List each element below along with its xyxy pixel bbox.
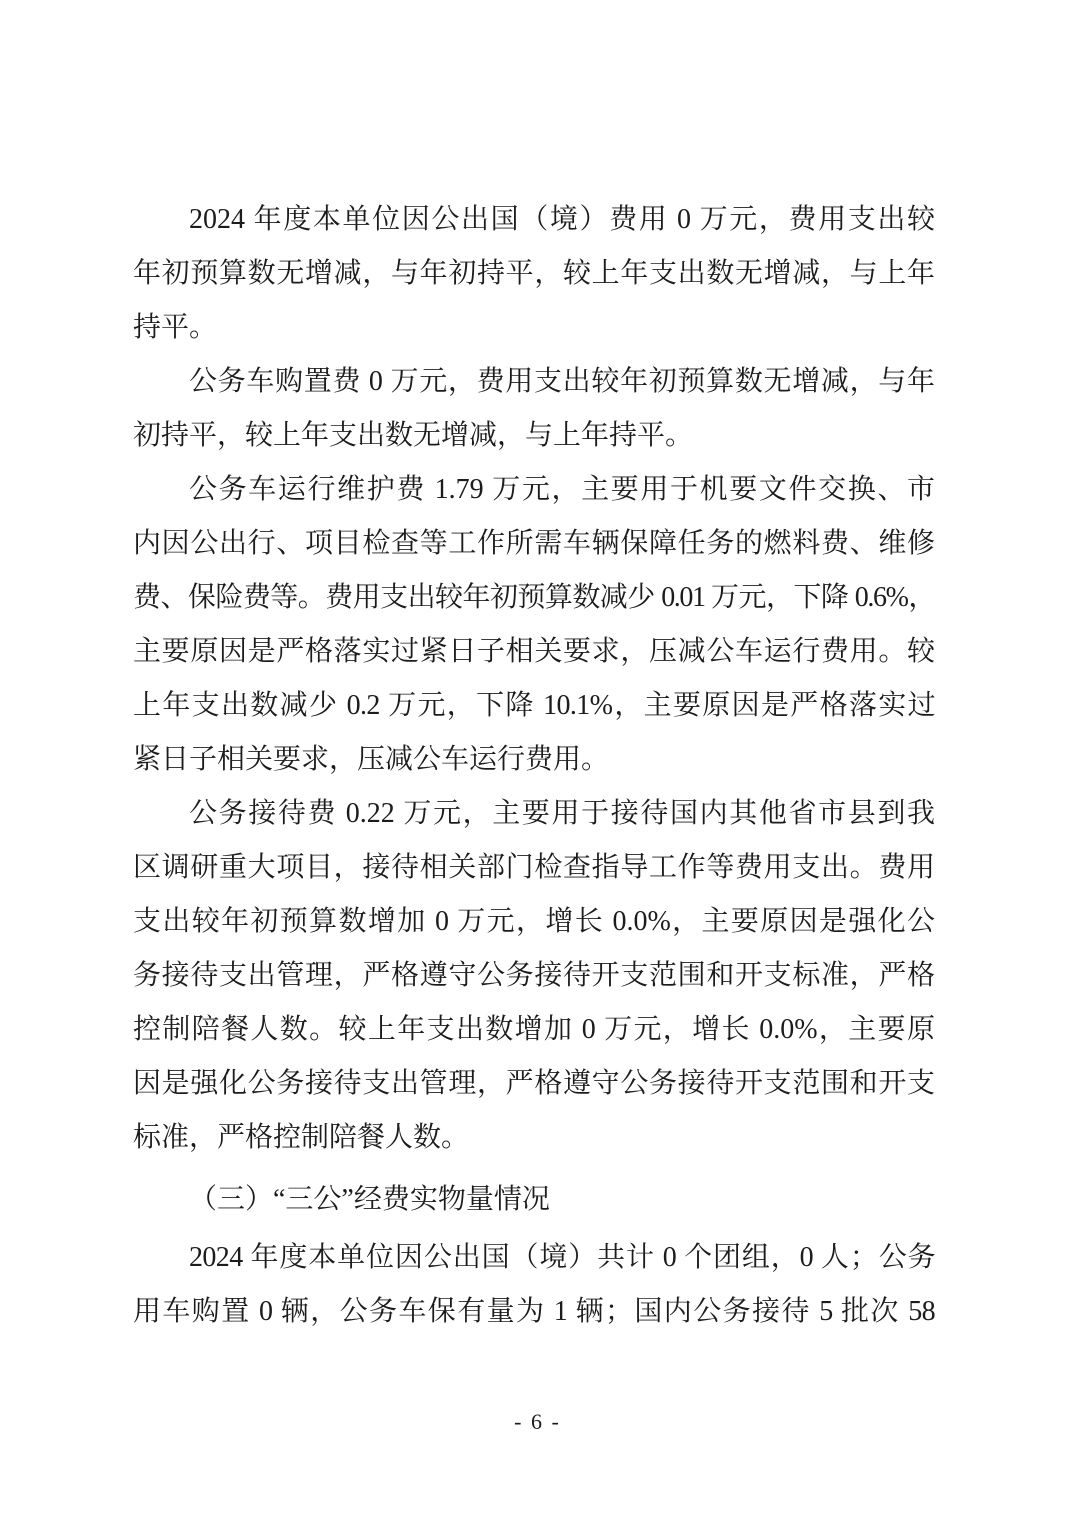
paragraph (133, 355, 935, 463)
body-line: 初持平，较上年支出数无增减，与上年持平。 (133, 420, 694, 451)
body-line: 控制陪餐人数。较上年支出数增加 0 万元，增长 0.0%，主要原 (133, 1014, 935, 1045)
body-line: 主要原因是严格落实过紧日子相关要求，压减公车运行费用。较 (133, 636, 935, 667)
body-line: 因是强化公务接待支出管理，严格遵守公务接待开支范围和开支 (133, 1068, 935, 1099)
paragraph (133, 787, 935, 1165)
body-line: 持平。 (133, 312, 218, 343)
body-line: 内因公出行、项目检查等工作所需车辆保障任务的燃料费、维修 (133, 528, 935, 559)
body-line: 务接待支出管理，严格遵守公务接待开支范围和开支标准，严格 (133, 960, 935, 991)
body-line: 公务车运行维护费 1.79 万元，主要用于机要文件交换、市 (189, 474, 935, 505)
body-line: 标准，严格控制陪餐人数。 (133, 1122, 470, 1153)
paragraph (133, 463, 935, 787)
body-line: 用车购置 0 辆，公务车保有量为 1 辆；国内公务接待 5 批次 58 (133, 1296, 935, 1327)
paragraph (133, 1231, 935, 1339)
body-line: 2024 年度本单位因公出国（境）共计 0 个团组，0 人；公务 (189, 1242, 935, 1273)
body-line: 紧日子相关要求，压减公车运行费用。 (133, 744, 610, 775)
paragraph (133, 193, 935, 355)
body-line: 年初预算数无增减，与年初持平，较上年支出数无增减，与上年 (133, 258, 935, 289)
body-line: 2024 年度本单位因公出国（境）费用 0 万元，费用支出较 (189, 204, 935, 235)
section-heading: （三）“三公”经费实物量情况 (189, 1184, 550, 1215)
body-line: 上年支出数减少 0.2 万元，下降 10.1%，主要原因是严格落实过 (133, 690, 935, 721)
body-line: 公务车购置费 0 万元，费用支出较年初预算数无增减，与年 (189, 366, 935, 397)
document-body (133, 193, 935, 1339)
body-line: 支出较年初预算数增加 0 万元，增长 0.0%，主要原因是强化公 (133, 906, 935, 937)
body-line: 区调研重大项目，接待相关部门检查指导工作等费用支出。费用 (133, 852, 935, 883)
body-line: 公务接待费 0.22 万元，主要用于接待国内其他省市县到我 (189, 798, 935, 829)
body-line: 费、保险费等。费用支出较年初预算数减少 0.01 万元，下降 0.6%， (133, 582, 935, 613)
page-number: - 6 - (514, 1409, 561, 1434)
